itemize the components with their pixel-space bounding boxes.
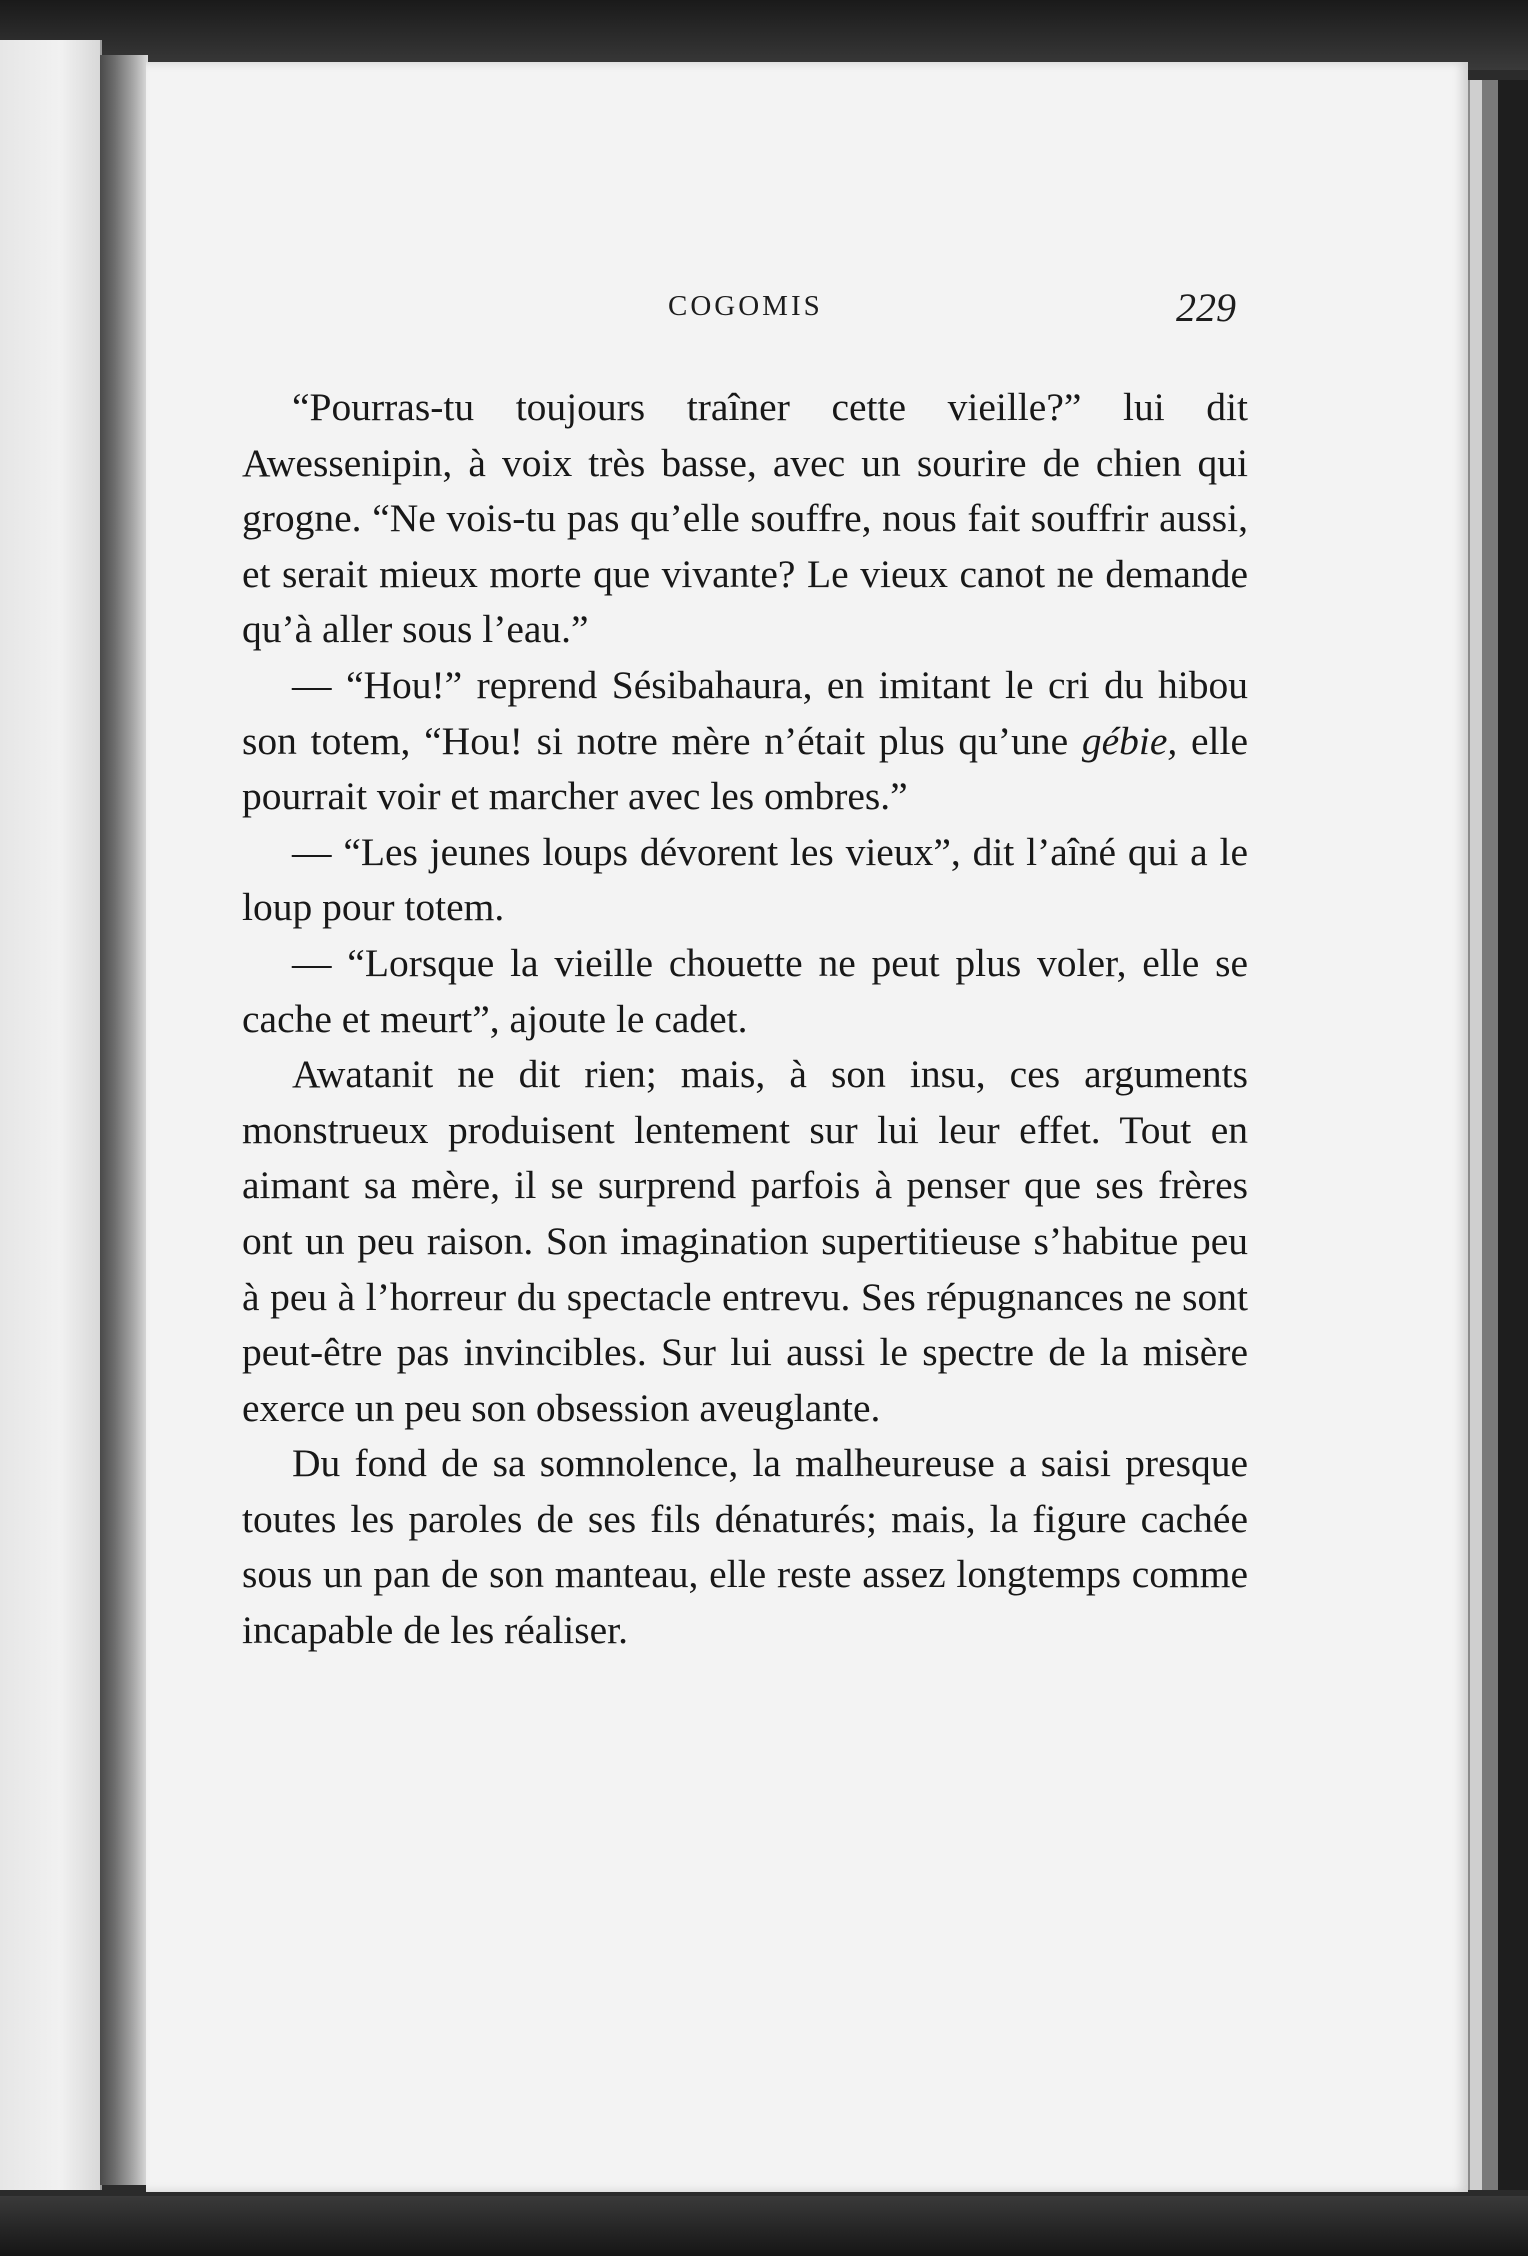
body-text: [242, 380, 1248, 1659]
paragraph: [242, 936, 1248, 1047]
paragraph: [242, 825, 1248, 936]
page-edge: [1498, 80, 1528, 2190]
previous-page-edge: [0, 40, 102, 2190]
running-head: [146, 285, 1468, 330]
scanner-border-top: [0, 0, 1528, 70]
paragraph-text: Awatanit ne dit rien; mais, à son insu, ces arguments monstrueux produisent lentement sur lui leur effet. Tout en aimant sa mère, il se surprend parfois à penser que ses frères ont un peu raison. Son imagination supertitieuse s’habitue peu à peu à l’horreur du spectacle entrevu. Ses répugnances ne sont peut-être pas invincibles. Sur lui aussi le spectre de la misère exerce un peu son obsession aveuglante.: [242, 1052, 1248, 1430]
paragraph-text: “Pourras-tu toujours traîner cette vieille?” lui dit Awessenipin, à voix très basse, avec un sourire de chien qui grogne. “Ne vois-tu pas qu’elle souffre, nous fait souffrir aussi, et serait mieux morte que vivante? Le vieux canot ne demande qu’à aller sous l’eau.”: [242, 385, 1248, 652]
paragraph-text: elle pourrait voir et marcher avec les ombres.”: [242, 718, 1248, 819]
paragraph-text: — “Les jeunes loups dévorent les vieux”, dit l’aîné qui a le loup pour totem.: [242, 829, 1248, 930]
paragraph-text: Du fond de sa somnolence, la malheureuse a saisi presque toutes les paroles de ses fils dénaturés; mais, la figure cachée sous un pan de son manteau, elle reste assez longtemps comme incapable de les réaliser.: [242, 1441, 1248, 1653]
book-gutter: [100, 55, 148, 2185]
running-title: COGOMIS: [668, 290, 823, 322]
paragraph: [242, 658, 1248, 825]
page-edge: [1482, 80, 1498, 2190]
paragraph-text: — “Lorsque la vieille chouette ne peut plus voler, elle se cache et meurt”, ajoute le cadet.: [242, 940, 1248, 1041]
paragraph: [242, 1436, 1248, 1658]
page-number: 229: [1176, 285, 1236, 330]
paragraph-text: — “Hou!” reprend Sésibahaura, en imitant le cri du hibou son totem, “Hou! si notre mère n’était plus qu’une: [242, 662, 1248, 763]
paragraph: [242, 1047, 1248, 1436]
scanner-border-bottom: [0, 2196, 1528, 2256]
italic-word: gébie,: [1081, 718, 1178, 763]
paragraph: [242, 380, 1248, 658]
